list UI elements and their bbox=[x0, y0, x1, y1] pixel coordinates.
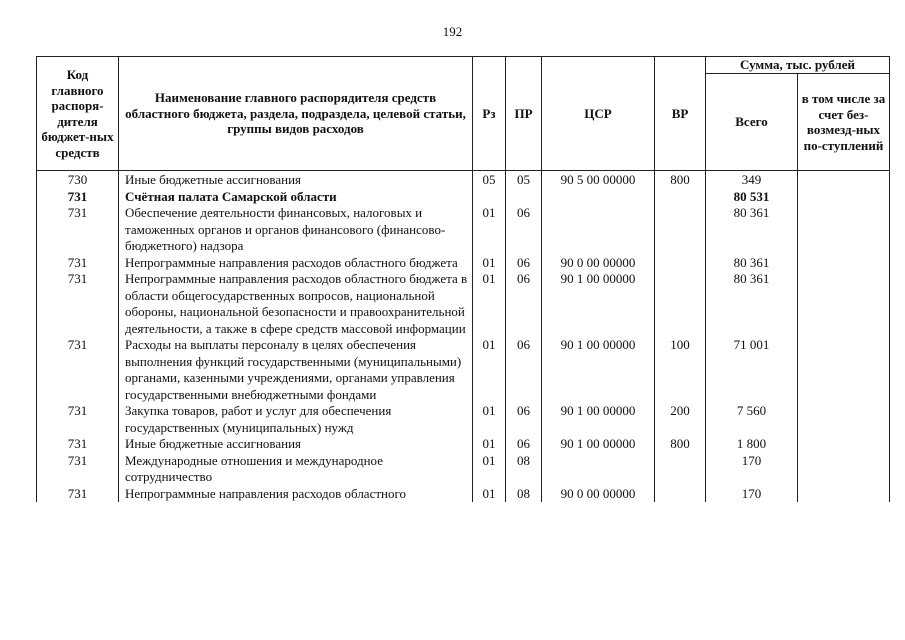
cell-rz: 01 bbox=[473, 486, 506, 503]
cell-bezvozmezd bbox=[798, 403, 890, 436]
cell-rz: 05 bbox=[473, 171, 506, 189]
cell-pr: 06 bbox=[506, 271, 542, 337]
header-summa: Сумма, тыс. рублей bbox=[706, 57, 890, 74]
cell-bezvozmezd bbox=[798, 337, 890, 403]
cell-name: Обеспечение деятельности финансовых, налоговых и таможенных органов и органов финансового (финансово-бюджетного) надзора bbox=[119, 205, 473, 255]
cell-name: Счётная палата Самарской области bbox=[119, 189, 473, 206]
cell-vr bbox=[655, 486, 706, 503]
header-pr: ПР bbox=[506, 57, 542, 171]
cell-name: Международные отношения и международное сотрудничество bbox=[119, 453, 473, 486]
table-row bbox=[37, 436, 890, 453]
cell-pr: 06 bbox=[506, 403, 542, 436]
cell-name: Иные бюджетные ассигнования bbox=[119, 436, 473, 453]
cell-bezvozmezd bbox=[798, 271, 890, 337]
cell-bezvozmezd bbox=[798, 205, 890, 255]
cell-pr: 08 bbox=[506, 486, 542, 503]
cell-kod: 731 bbox=[37, 403, 119, 436]
cell-bezvozmezd bbox=[798, 255, 890, 272]
cell-name: Непрограммные направления расходов областного бюджета в области общегосударственных вопросов, национальной обороны, национальной безопасности и правоохранительной деятельности, а также в сфере средств массовой информации bbox=[119, 271, 473, 337]
table-row bbox=[37, 486, 890, 503]
cell-kod: 731 bbox=[37, 337, 119, 403]
cell-name: Непрограммные направления расходов областного bbox=[119, 486, 473, 503]
table-row bbox=[37, 171, 890, 189]
cell-vr: 200 bbox=[655, 403, 706, 436]
cell-vsego: 170 bbox=[706, 453, 798, 486]
page-number: 192 bbox=[442, 24, 463, 39]
header-rz: Рз bbox=[473, 57, 506, 171]
cell-name: Иные бюджетные ассигнования bbox=[119, 171, 473, 189]
cell-vsego: 80 361 bbox=[706, 205, 798, 255]
cell-csr: 90 1 00 00000 bbox=[542, 271, 655, 337]
cell-pr: 08 bbox=[506, 453, 542, 486]
cell-kod: 731 bbox=[37, 189, 119, 206]
cell-rz: 01 bbox=[473, 403, 506, 436]
table-row bbox=[37, 205, 890, 255]
cell-rz: 01 bbox=[473, 271, 506, 337]
header-kod: Код главного распоря-дителя бюджет-ных средств bbox=[37, 57, 119, 171]
cell-kod: 730 bbox=[37, 171, 119, 189]
cell-name: Непрограммные направления расходов областного бюджета bbox=[119, 255, 473, 272]
cell-rz: 01 bbox=[473, 255, 506, 272]
cell-vsego: 7 560 bbox=[706, 403, 798, 436]
cell-kod: 731 bbox=[37, 271, 119, 337]
cell-vr: 100 bbox=[655, 337, 706, 403]
cell-csr: 90 1 00 00000 bbox=[542, 403, 655, 436]
cell-rz: 01 bbox=[473, 453, 506, 486]
cell-pr: 06 bbox=[506, 255, 542, 272]
cell-csr: 90 1 00 00000 bbox=[542, 436, 655, 453]
cell-vsego: 1 800 bbox=[706, 436, 798, 453]
header-vr: ВР bbox=[655, 57, 706, 171]
table-body bbox=[37, 171, 890, 503]
cell-vr bbox=[655, 271, 706, 337]
cell-vsego: 71 001 bbox=[706, 337, 798, 403]
table-row bbox=[37, 271, 890, 337]
cell-vsego: 80 361 bbox=[706, 255, 798, 272]
table-row bbox=[37, 453, 890, 486]
table-header bbox=[37, 57, 890, 171]
cell-vsego: 80 361 bbox=[706, 271, 798, 337]
cell-kod: 731 bbox=[37, 205, 119, 255]
cell-pr: 06 bbox=[506, 337, 542, 403]
cell-kod: 731 bbox=[37, 436, 119, 453]
cell-rz bbox=[473, 189, 506, 206]
cell-pr: 06 bbox=[506, 436, 542, 453]
cell-bezvozmezd bbox=[798, 436, 890, 453]
cell-vr bbox=[655, 255, 706, 272]
cell-rz: 01 bbox=[473, 205, 506, 255]
budget-table bbox=[36, 56, 890, 502]
cell-vsego: 170 bbox=[706, 486, 798, 503]
cell-csr bbox=[542, 453, 655, 486]
header-csr: ЦСР bbox=[542, 57, 655, 171]
table-row bbox=[37, 337, 890, 403]
header-name: Наименование главного распорядителя средств областного бюджета, раздела, подраздела, целевой статьи, группы видов расходов bbox=[119, 57, 473, 171]
cell-bezvozmezd bbox=[798, 486, 890, 503]
cell-rz: 01 bbox=[473, 436, 506, 453]
cell-csr bbox=[542, 189, 655, 206]
cell-vr: 800 bbox=[655, 436, 706, 453]
header-bezvozmezd: в том числе за счет без-возмезд-ных по-ступлений bbox=[798, 74, 890, 171]
cell-csr bbox=[542, 205, 655, 255]
cell-kod: 731 bbox=[37, 255, 119, 272]
cell-vr: 800 bbox=[655, 171, 706, 189]
cell-vsego: 80 531 bbox=[706, 189, 798, 206]
cell-pr: 05 bbox=[506, 171, 542, 189]
cell-csr: 90 0 00 00000 bbox=[542, 255, 655, 272]
cell-bezvozmezd bbox=[798, 189, 890, 206]
cell-name: Расходы на выплаты персоналу в целях обеспечения выполнения функций государственными (муниципальными) органами, казенными учреждениями, органами управления государственными внебюджетными фондами bbox=[119, 337, 473, 403]
cell-vr bbox=[655, 189, 706, 206]
cell-kod: 731 bbox=[37, 486, 119, 503]
cell-rz: 01 bbox=[473, 337, 506, 403]
cell-vsego: 349 bbox=[706, 171, 798, 189]
table-row bbox=[37, 189, 890, 206]
table-row bbox=[37, 255, 890, 272]
cell-bezvozmezd bbox=[798, 453, 890, 486]
cell-csr: 90 0 00 00000 bbox=[542, 486, 655, 503]
cell-kod: 731 bbox=[37, 453, 119, 486]
cell-pr: 06 bbox=[506, 205, 542, 255]
table-row bbox=[37, 403, 890, 436]
cell-pr bbox=[506, 189, 542, 206]
cell-vr bbox=[655, 205, 706, 255]
cell-csr: 90 5 00 00000 bbox=[542, 171, 655, 189]
cell-name: Закупка товаров, работ и услуг для обеспечения государственных (муниципальных) нужд bbox=[119, 403, 473, 436]
cell-vr bbox=[655, 453, 706, 486]
header-vsego: Всего bbox=[706, 74, 798, 171]
cell-bezvozmezd bbox=[798, 171, 890, 189]
cell-csr: 90 1 00 00000 bbox=[542, 337, 655, 403]
